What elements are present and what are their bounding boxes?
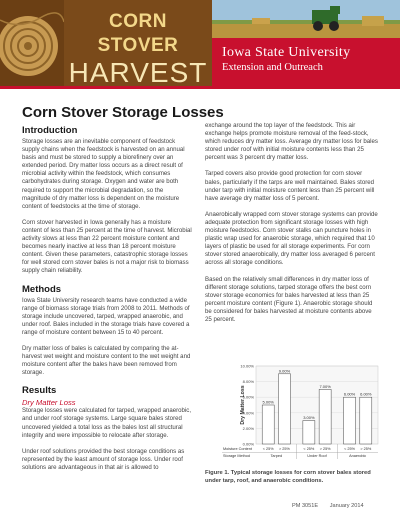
x-method-label: Under Roof bbox=[307, 454, 327, 458]
bar-value-label: 7.00% bbox=[319, 383, 331, 389]
intro-heading: Introduction bbox=[22, 125, 78, 136]
y-axis-label: Dry Matter Loss bbox=[240, 385, 246, 425]
right-column bbox=[205, 122, 380, 332]
bar bbox=[303, 421, 315, 444]
results-subheading: Dry Matter Loss bbox=[22, 398, 76, 408]
banner bbox=[0, 0, 400, 86]
x-moisture-label: < 25% bbox=[303, 447, 315, 451]
right-paragraph-3: Anaerobically wrapped corn stover storage systems can provide adequate protection from significant storage losses with high moisture feedstocks. Corn stover stalks can puncture holes in plastic wrap used for anaerobic storage, which required that 10 layers of plastic be used for all storage experiments. For corn stover stored anaerobically, dry matter loss averaged 6 percent across all storage conditions. bbox=[205, 210, 378, 267]
row-label-method: Storage Method bbox=[223, 454, 251, 458]
publication-date: January 2014 bbox=[329, 503, 364, 509]
dry-matter-loss-chart bbox=[222, 360, 382, 468]
banner-title-line2: HARVEST bbox=[68, 57, 208, 86]
methods-paragraph-1: Iowa State University research teams have conducted a wide range of biomass storage trials from 2008 to 2011. Methods of storage include uncovered, tarped, wrapped anaerobic, and under roof. Bales included in the storage trials have covered a range of moisture content between 15 to 40 percent. bbox=[22, 296, 190, 336]
bar bbox=[278, 374, 290, 444]
right-paragraph-2: Tarped covers also provide good protection for corn stover bales, particularly if the tarps are well maintained. Bales stored under tarp with initial moisture content less than 25 percent will have average dry matter loss of 5 percent. bbox=[205, 170, 375, 202]
bar-value-label: 6.00% bbox=[360, 391, 372, 397]
y-tick-label: 10.00% bbox=[240, 363, 254, 369]
banner-brown-panel bbox=[0, 0, 212, 86]
university-name: Iowa State University bbox=[222, 45, 351, 60]
right-paragraph-4: Based on the relatively small differences in dry matter loss of different storage solutions, tarped storage offers the best corn stover storage economics for bales harvested at less than 25 percent moisture content (Figure 1). Anaerobic storage should be considered for bales harvested at moisture contents above 25 percent. bbox=[205, 275, 373, 323]
intro-paragraph-2: Corn stover harvested in Iowa generally has a moisture content of less than 25 percent at the time of harvest. Microbial activity slows at less than 22 percent moisture content and becomes nearly inactive at less than 18 percent moisture content. Given these parameters, catastrophic storage losses for well stored corn stover bales is not a major risk to biomass supply chain reliability. bbox=[22, 218, 192, 275]
banner-isu-panel bbox=[212, 0, 400, 86]
banner-title-line1: CORN STOVER bbox=[97, 11, 179, 56]
isu-wordmark-band bbox=[212, 38, 400, 86]
bar-value-label: 6.00% bbox=[343, 391, 356, 397]
bale-illustration bbox=[0, 0, 64, 86]
footer bbox=[292, 503, 374, 509]
row-label-moisture: Moisture Content bbox=[223, 447, 252, 451]
banner-title bbox=[66, 10, 210, 86]
intro-paragraph-1: Storage losses are an inevitable component of feedstock supply chains when the feedstock is harvested on an annual basis and must be stored to supply a biorefinery over an extended period. Dry matter loss occurs as a direct result of microbial activity within the feedstock, which consumes carbohydrates during storage. Oxygen and water are both required to support the microbial degradation, so the magnitude of dry matter loss is dependent on the moisture content of feedstocks at the time of storage. bbox=[22, 138, 185, 210]
y-tick-label: 2.00% bbox=[242, 425, 254, 431]
banner-divider bbox=[0, 86, 400, 89]
x-method-label: Anaerobic bbox=[349, 454, 367, 458]
publication-code: PM 3051E bbox=[292, 503, 319, 509]
y-tick-label: 6.00% bbox=[242, 394, 254, 400]
y-tick-label: 4.00% bbox=[242, 410, 254, 416]
x-moisture-label: < 25% bbox=[262, 447, 274, 451]
bar bbox=[319, 389, 331, 444]
methods-heading: Methods bbox=[22, 283, 62, 295]
bar-value-label: 3.00% bbox=[303, 415, 315, 421]
results-heading: Results bbox=[22, 385, 57, 397]
extension-name: Extension and Outreach bbox=[222, 62, 323, 73]
bar-value-label: 9.00% bbox=[278, 368, 291, 374]
x-moisture-label: > 25% bbox=[360, 447, 372, 451]
bar bbox=[344, 397, 356, 444]
results-paragraph-2: Under roof solutions provided the best storage conditions as represented by the least amount of storage loss. Under roof solutions are advantageous in that air is allowed to bbox=[22, 447, 185, 471]
left-column bbox=[22, 125, 192, 480]
methods-paragraph-2: Dry matter loss of bales is calculated by comparing the at-harvest wet weight and moisture content to the wet weight and moisture content after the bales have been removed from storage. bbox=[22, 344, 191, 377]
figure-caption: Figure 1. Typical storage losses for corn stover bales stored under tarp, roof, and anaerobic conditions. bbox=[205, 470, 371, 484]
right-paragraph-1: exchange around the top layer of the feedstock. This air exchange helps promote moisture removal of the feed-stock, which reduces dry matter loss. Average dry matter loss for bales stored under roof with initial moisture contents less than 25 percent was 3 percent dry matter loss. bbox=[205, 122, 378, 162]
bar bbox=[262, 405, 274, 444]
page-title: Corn Stover Storage Losses bbox=[22, 104, 224, 121]
bar-value-label: 5.00% bbox=[262, 399, 274, 405]
x-moisture-label: > 25% bbox=[279, 447, 290, 451]
x-method-label: Tarped bbox=[270, 454, 283, 458]
x-moisture-label: > 25% bbox=[319, 447, 331, 451]
results-paragraph-1: Storage losses were calculated for tarped, wrapped anaerobic, and under roof storage systems. Large square bales stored uncovered yielded a total loss as the bales lost all structural integrity and were impossible to relocate after storage. bbox=[22, 407, 192, 439]
bar bbox=[360, 397, 372, 444]
x-moisture-label: < 25% bbox=[344, 447, 355, 451]
y-tick-label: 8.00% bbox=[242, 379, 254, 385]
y-tick-label: 0.00% bbox=[242, 441, 254, 447]
harvest-field-photo bbox=[212, 0, 400, 38]
